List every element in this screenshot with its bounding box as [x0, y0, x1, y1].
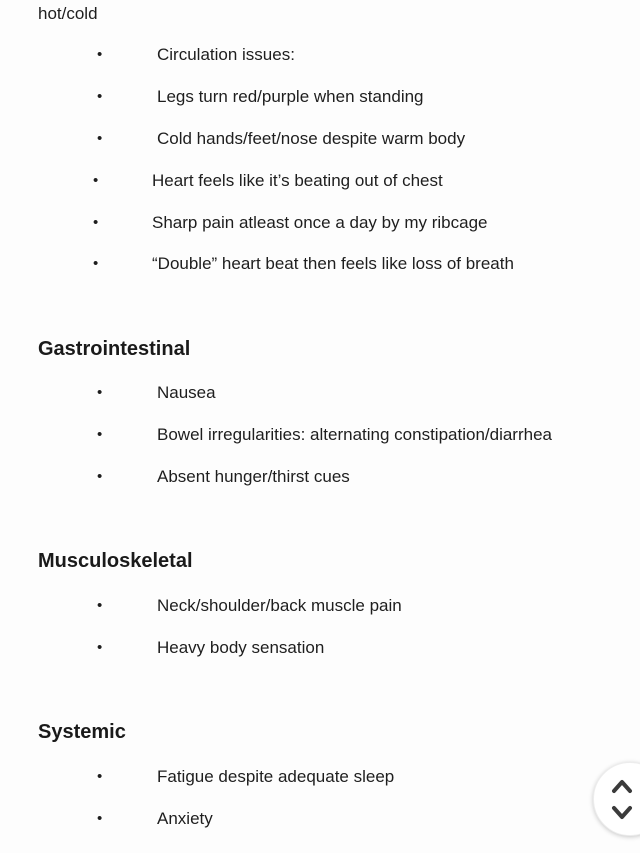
- bullet-marker: •: [97, 130, 103, 147]
- bullet-marker: •: [97, 639, 103, 656]
- bullet-text: Sharp pain atleast once a day by my ribcage: [152, 213, 488, 232]
- bullet-marker: •: [97, 88, 103, 105]
- bullet-text: “Double” heart beat then feels like loss of breath: [152, 254, 514, 273]
- section-heading-gastrointestinal: [0, 335, 640, 363]
- bullet-text: Legs turn red/purple when standing: [157, 87, 424, 106]
- scroll-up-button[interactable]: [602, 773, 640, 799]
- bullet-item: [0, 169, 640, 193]
- bullet-marker: •: [97, 810, 103, 827]
- bullet-item: [0, 636, 640, 660]
- section-heading-systemic: [0, 718, 640, 746]
- bullet-item: [0, 594, 640, 618]
- bullet-item: [0, 43, 640, 67]
- heading-text: Systemic: [38, 721, 126, 743]
- bullet-marker: •: [97, 426, 103, 443]
- bullet-item: [0, 765, 640, 789]
- bullet-marker: •: [97, 384, 103, 401]
- paragraph-text: hot/cold: [38, 4, 98, 23]
- bullet-text: Fatigue despite adequate sleep: [157, 767, 395, 786]
- bullet-text: Anxiety: [157, 809, 213, 828]
- bullet-text: Heavy body sensation: [157, 638, 325, 657]
- chevron-up-icon: [610, 778, 634, 794]
- bullet-text: Absent hunger/thirst cues: [157, 467, 350, 486]
- bullet-item: [0, 381, 640, 405]
- heading-text: Gastrointestinal: [38, 338, 191, 360]
- bullet-marker: •: [97, 768, 103, 785]
- bullet-text: Bowel irregularities: alternating constipation/diarrhea: [157, 425, 552, 444]
- bullet-marker: •: [93, 214, 99, 231]
- bullet-text: Nausea: [157, 383, 216, 402]
- bullet-marker: •: [97, 46, 103, 63]
- bullet-item: [0, 423, 640, 447]
- bullet-item: [0, 211, 640, 235]
- bullet-text: Cold hands/feet/nose despite warm body: [157, 129, 466, 148]
- scroll-down-button[interactable]: [602, 800, 640, 826]
- bullet-marker: •: [97, 468, 103, 485]
- bullet-marker: •: [97, 597, 103, 614]
- chevron-down-icon: [610, 805, 634, 821]
- bullet-marker: •: [93, 255, 99, 272]
- bullet-text: Heart feels like it’s beating out of chest: [152, 171, 443, 190]
- bullet-item: [0, 127, 640, 151]
- bullet-item: [0, 465, 640, 489]
- bullet-text: Circulation issues:: [157, 45, 295, 64]
- paragraph-hot-cold: [0, 2, 640, 26]
- bullet-text: Neck/shoulder/back muscle pain: [157, 596, 402, 615]
- bullet-item: [0, 85, 640, 109]
- heading-text: Musculoskeletal: [38, 550, 193, 572]
- bullet-item: [0, 252, 640, 276]
- bullet-marker: •: [93, 172, 99, 189]
- bullet-item: [0, 807, 640, 831]
- section-heading-musculoskeletal: [0, 547, 640, 575]
